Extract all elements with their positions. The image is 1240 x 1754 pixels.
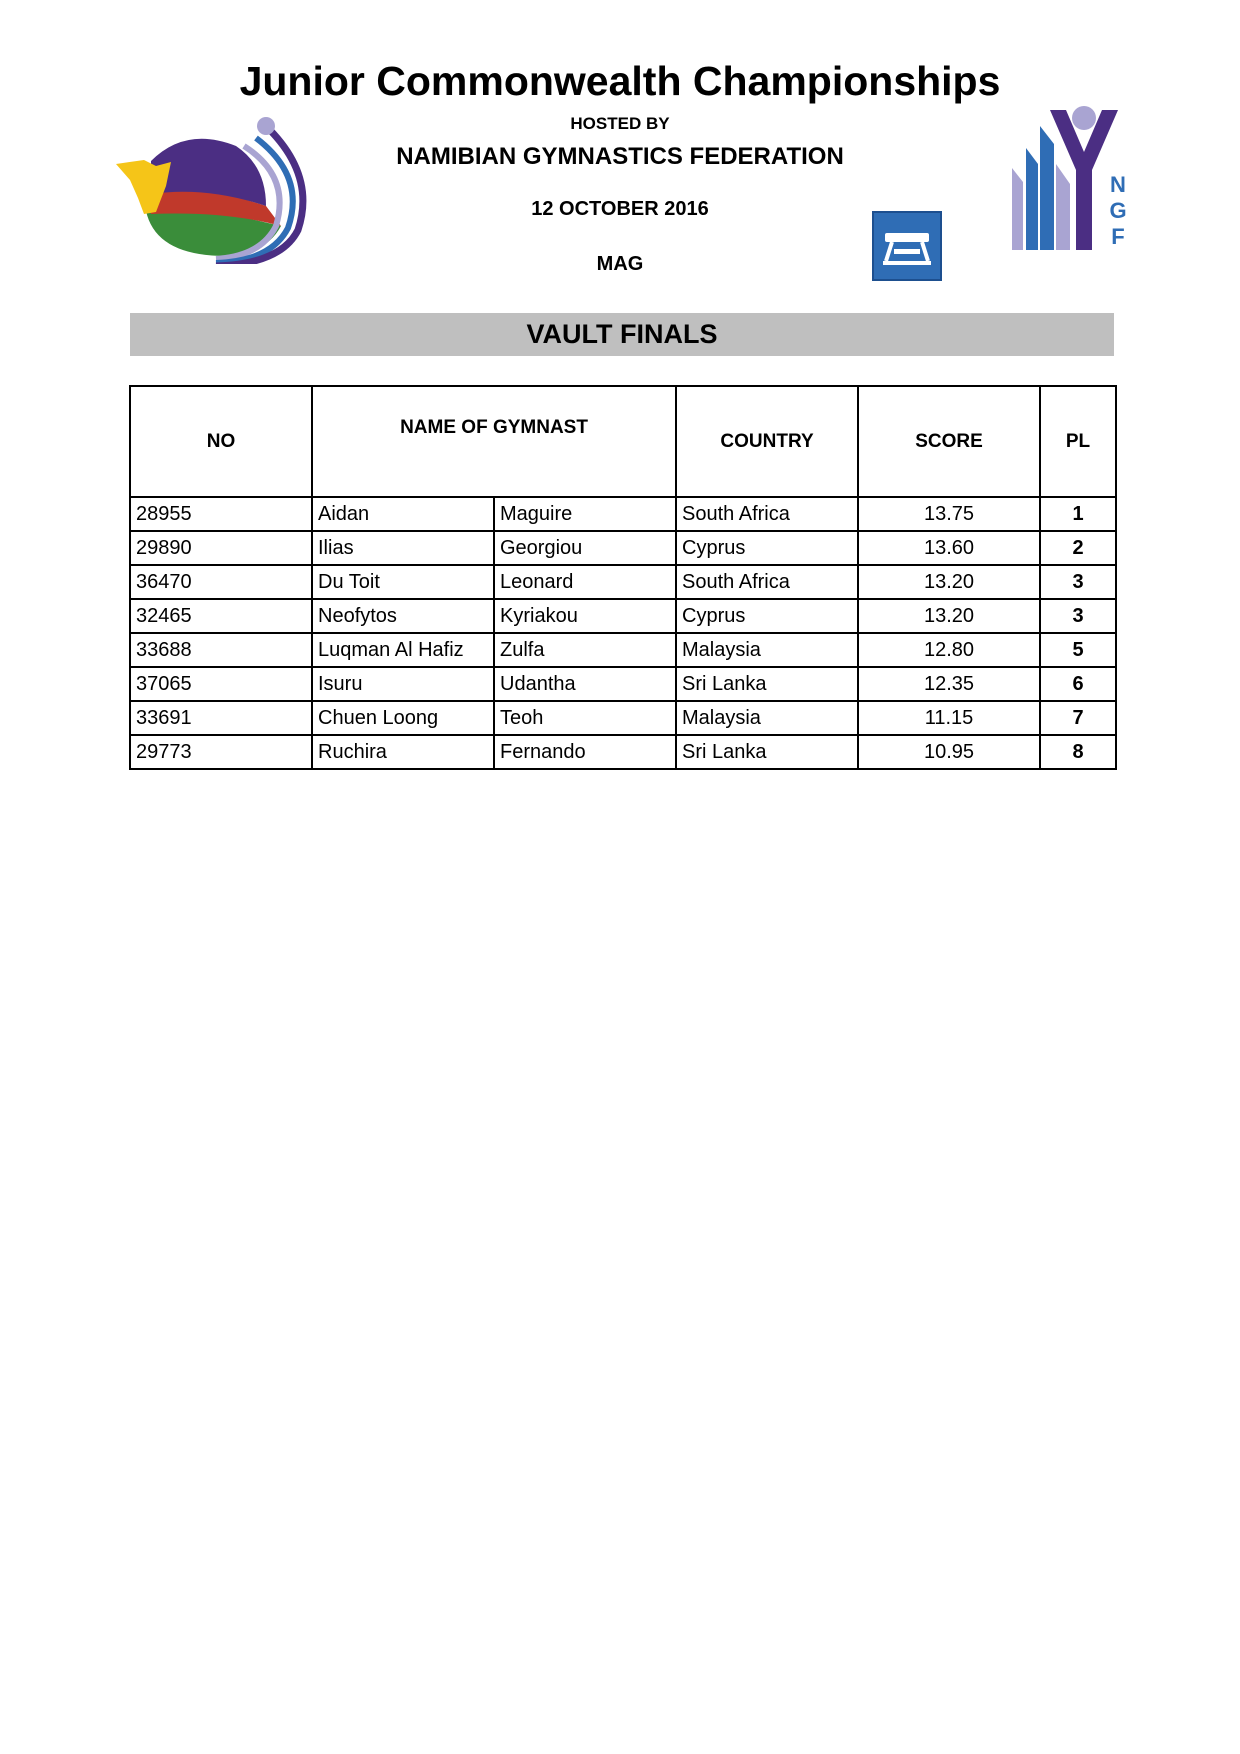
cell-first-name: Isuru — [312, 667, 494, 701]
column-header-name: NAME OF GYMNAST — [312, 386, 676, 497]
cell-place: 7 — [1040, 701, 1116, 735]
cell-score: 12.80 — [858, 633, 1040, 667]
cell-first-name: Luqman Al Hafiz — [312, 633, 494, 667]
cell-first-name: Neofytos — [312, 599, 494, 633]
cell-score: 13.20 — [858, 599, 1040, 633]
ngf-letter-g: G — [1109, 198, 1127, 223]
cell-country: Sri Lanka — [676, 667, 858, 701]
cell-last-name: Zulfa — [494, 633, 676, 667]
cell-country: South Africa — [676, 497, 858, 531]
cell-score: 10.95 — [858, 735, 1040, 769]
cell-country: Malaysia — [676, 633, 858, 667]
cell-no: 28955 — [130, 497, 312, 531]
cell-no: 37065 — [130, 667, 312, 701]
cell-country: Cyprus — [676, 531, 858, 565]
cell-no: 36470 — [130, 565, 312, 599]
ngf-logo-icon — [1010, 104, 1138, 256]
cell-place: 2 — [1040, 531, 1116, 565]
federation-name: NAMIBIAN GYMNASTICS FEDERATION — [396, 143, 844, 170]
table-row — [130, 735, 1116, 769]
championship-logo-icon — [116, 116, 316, 264]
cell-score: 11.15 — [858, 701, 1040, 735]
discipline-label: MAG — [596, 253, 644, 275]
table-row — [130, 497, 1116, 531]
table-row — [130, 565, 1116, 599]
cell-country: Sri Lanka — [676, 735, 858, 769]
cell-score: 12.35 — [858, 667, 1040, 701]
vault-apparatus-icon — [872, 211, 942, 281]
cell-first-name: Ruchira — [312, 735, 494, 769]
cell-place: 3 — [1040, 565, 1116, 599]
section-title-bar: VAULT FINALS — [130, 313, 1114, 356]
cell-first-name: Chuen Loong — [312, 701, 494, 735]
hosted-by-label: HOSTED BY — [570, 114, 670, 133]
cell-country: Cyprus — [676, 599, 858, 633]
column-header-score: SCORE — [858, 386, 1040, 497]
cell-last-name: Udantha — [494, 667, 676, 701]
cell-last-name: Leonard — [494, 565, 676, 599]
cell-first-name: Aidan — [312, 497, 494, 531]
cell-score: 13.60 — [858, 531, 1040, 565]
cell-place: 8 — [1040, 735, 1116, 769]
cell-no: 33688 — [130, 633, 312, 667]
cell-place: 1 — [1040, 497, 1116, 531]
cell-no: 29773 — [130, 735, 312, 769]
cell-first-name: Ilias — [312, 531, 494, 565]
cell-place: 6 — [1040, 667, 1116, 701]
cell-country: Malaysia — [676, 701, 858, 735]
table-row — [130, 633, 1116, 667]
column-header-no: NO — [130, 386, 312, 497]
cell-no: 32465 — [130, 599, 312, 633]
ngf-letter-n: N — [1110, 172, 1126, 197]
cell-no: 29890 — [130, 531, 312, 565]
ngf-logo — [1010, 104, 1138, 256]
cell-first-name: Du Toit — [312, 565, 494, 599]
cell-last-name: Teoh — [494, 701, 676, 735]
column-header-place: PL — [1040, 386, 1116, 497]
championship-logo — [116, 116, 316, 264]
table-row — [130, 531, 1116, 565]
page-title: Junior Commonwealth Championships — [239, 58, 1001, 104]
event-date: 12 OCTOBER 2016 — [531, 198, 709, 220]
cell-score: 13.75 — [858, 497, 1040, 531]
table-header-row — [130, 386, 1116, 497]
table-row — [130, 667, 1116, 701]
cell-place: 3 — [1040, 599, 1116, 633]
cell-score: 13.20 — [858, 565, 1040, 599]
cell-last-name: Kyriakou — [494, 599, 676, 633]
table-row — [130, 701, 1116, 735]
table-row — [130, 599, 1116, 633]
column-header-country: COUNTRY — [676, 386, 858, 497]
ngf-letter-f: F — [1111, 224, 1125, 249]
results-table — [129, 385, 1117, 770]
cell-country: South Africa — [676, 565, 858, 599]
cell-last-name: Maguire — [494, 497, 676, 531]
cell-no: 33691 — [130, 701, 312, 735]
cell-place: 5 — [1040, 633, 1116, 667]
cell-last-name: Georgiou — [494, 531, 676, 565]
cell-last-name: Fernando — [494, 735, 676, 769]
